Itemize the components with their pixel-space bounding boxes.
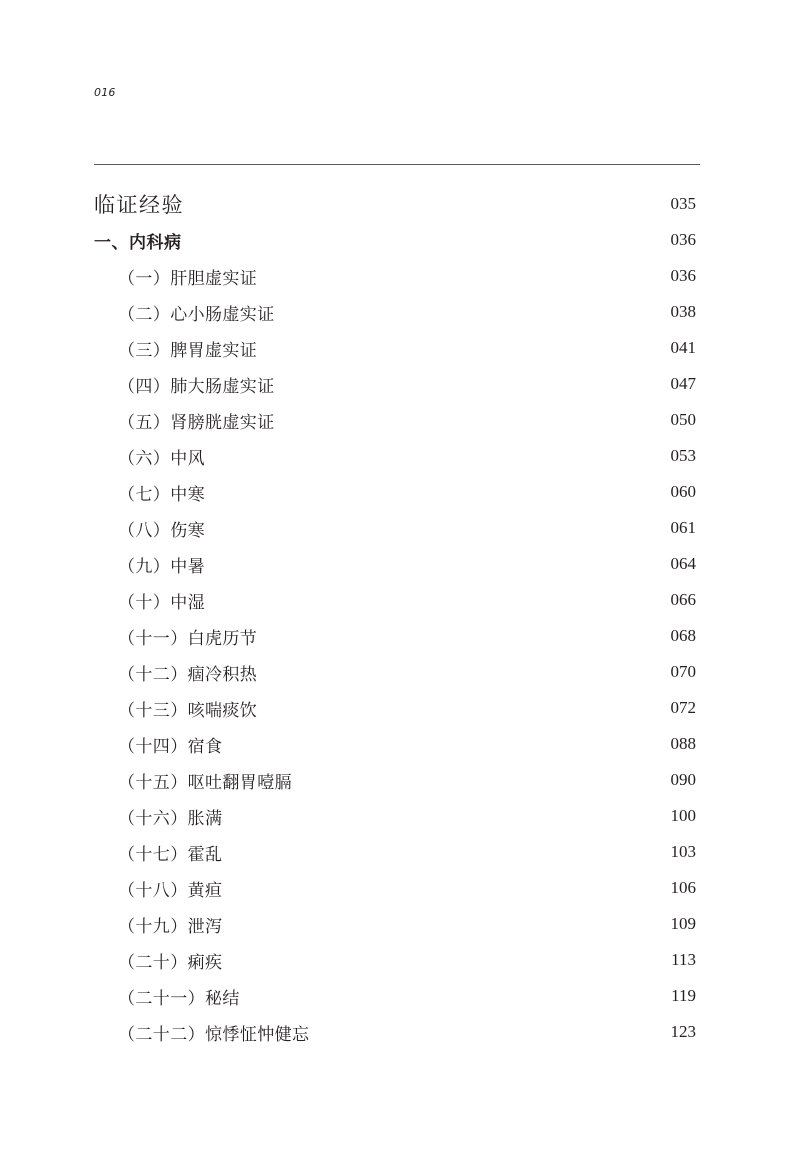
toc-section-page: 088 — [670, 734, 696, 753]
toc-section-title: （三）脾胃虚实证 — [118, 340, 258, 361]
toc-section-page: 113 — [671, 950, 696, 969]
toc-section-page: 072 — [670, 698, 696, 717]
toc-section-page: 064 — [670, 554, 696, 573]
toc-section-title: （十八）黄疸 — [118, 880, 223, 901]
toc-chapter-title: 一、内科病 — [94, 232, 182, 253]
toc-section-title: （二十一）秘结 — [118, 988, 240, 1009]
toc-section-entry[interactable] — [94, 546, 696, 582]
toc-section-entry[interactable] — [94, 1014, 696, 1050]
toc-section-page: 060 — [670, 482, 696, 501]
toc-section-page: 066 — [670, 590, 696, 609]
toc-section-title: （八）伤寒 — [118, 520, 205, 541]
toc-section-entry[interactable] — [94, 366, 696, 402]
toc-chapter-page: 036 — [670, 230, 696, 249]
toc-section-title: （十七）霍乱 — [118, 844, 223, 865]
toc-section-page: 100 — [670, 806, 696, 825]
toc-section-entry[interactable] — [94, 438, 696, 474]
toc-section-page: 090 — [670, 770, 696, 789]
toc-section-page: 053 — [670, 446, 696, 465]
toc-section-title: （七）中寒 — [118, 484, 205, 505]
toc-section-page: 103 — [670, 842, 696, 861]
toc-section-title: （十九）泄泻 — [118, 916, 223, 937]
toc-section-page: 070 — [670, 662, 696, 681]
toc-part-entry[interactable] — [94, 186, 696, 222]
toc-section-entry[interactable] — [94, 978, 696, 1014]
toc-section-page: 047 — [670, 374, 696, 393]
toc-section-title: （二十）痢疾 — [118, 952, 223, 973]
toc-section-entry[interactable] — [94, 402, 696, 438]
toc-section-title: （六）中风 — [118, 448, 205, 469]
toc-chapter-entry[interactable] — [94, 222, 696, 258]
toc-section-entry[interactable] — [94, 510, 696, 546]
toc-section-title: （五）肾膀胱虚实证 — [118, 412, 275, 433]
toc-section-page: 036 — [670, 266, 696, 285]
toc-section-page: 119 — [671, 986, 696, 1005]
toc-section-page: 041 — [670, 338, 696, 357]
toc-section-entry[interactable] — [94, 726, 696, 762]
toc-section-entry[interactable] — [94, 618, 696, 654]
toc-section-title: （四）肺大肠虚实证 — [118, 376, 275, 397]
toc-section-entry[interactable] — [94, 654, 696, 690]
toc-section-page: 123 — [670, 1022, 696, 1041]
toc-section-entry[interactable] — [94, 870, 696, 906]
toc-section-title: （九）中暑 — [118, 556, 205, 577]
toc-section-title: （十）中湿 — [118, 592, 205, 613]
toc-section-entry[interactable] — [94, 474, 696, 510]
toc-section-entry[interactable] — [94, 258, 696, 294]
toc-section-entry[interactable] — [94, 330, 696, 366]
toc-section-title: （十四）宿食 — [118, 736, 223, 757]
toc-section-page: 050 — [670, 410, 696, 429]
toc-section-entry[interactable] — [94, 762, 696, 798]
toc-section-title: （一）肝胆虚实证 — [118, 268, 258, 289]
toc-section-title: （二）心小肠虚实证 — [118, 304, 275, 325]
toc-section-page: 038 — [670, 302, 696, 321]
toc-section-page: 061 — [670, 518, 696, 537]
toc-section-entry[interactable] — [94, 798, 696, 834]
toc-section-page: 068 — [670, 626, 696, 645]
toc-section-page: 106 — [670, 878, 696, 897]
toc-section-page: 109 — [670, 914, 696, 933]
toc-section-title: （十二）痼冷积热 — [118, 664, 258, 685]
toc-section-entry[interactable] — [94, 834, 696, 870]
page-number: 016 — [94, 86, 116, 99]
toc-section-title: （十五）呕吐翻胃噎膈 — [118, 772, 292, 793]
toc-section-entry[interactable] — [94, 942, 696, 978]
toc-part-title: 临证经验 — [94, 193, 184, 217]
header-divider — [94, 164, 700, 165]
toc-section-entry[interactable] — [94, 294, 696, 330]
toc-part-page: 035 — [670, 194, 696, 213]
toc-section-title: （十三）咳喘痰饮 — [118, 700, 258, 721]
toc-section-title: （十六）胀满 — [118, 808, 223, 829]
toc-section-title: （十一）白虎历节 — [118, 628, 258, 649]
toc-section-entry[interactable] — [94, 690, 696, 726]
table-of-contents — [94, 186, 696, 1050]
toc-section-title: （二十二）惊悸怔忡健忘 — [118, 1024, 310, 1045]
toc-section-entry[interactable] — [94, 906, 696, 942]
toc-section-entry[interactable] — [94, 582, 696, 618]
